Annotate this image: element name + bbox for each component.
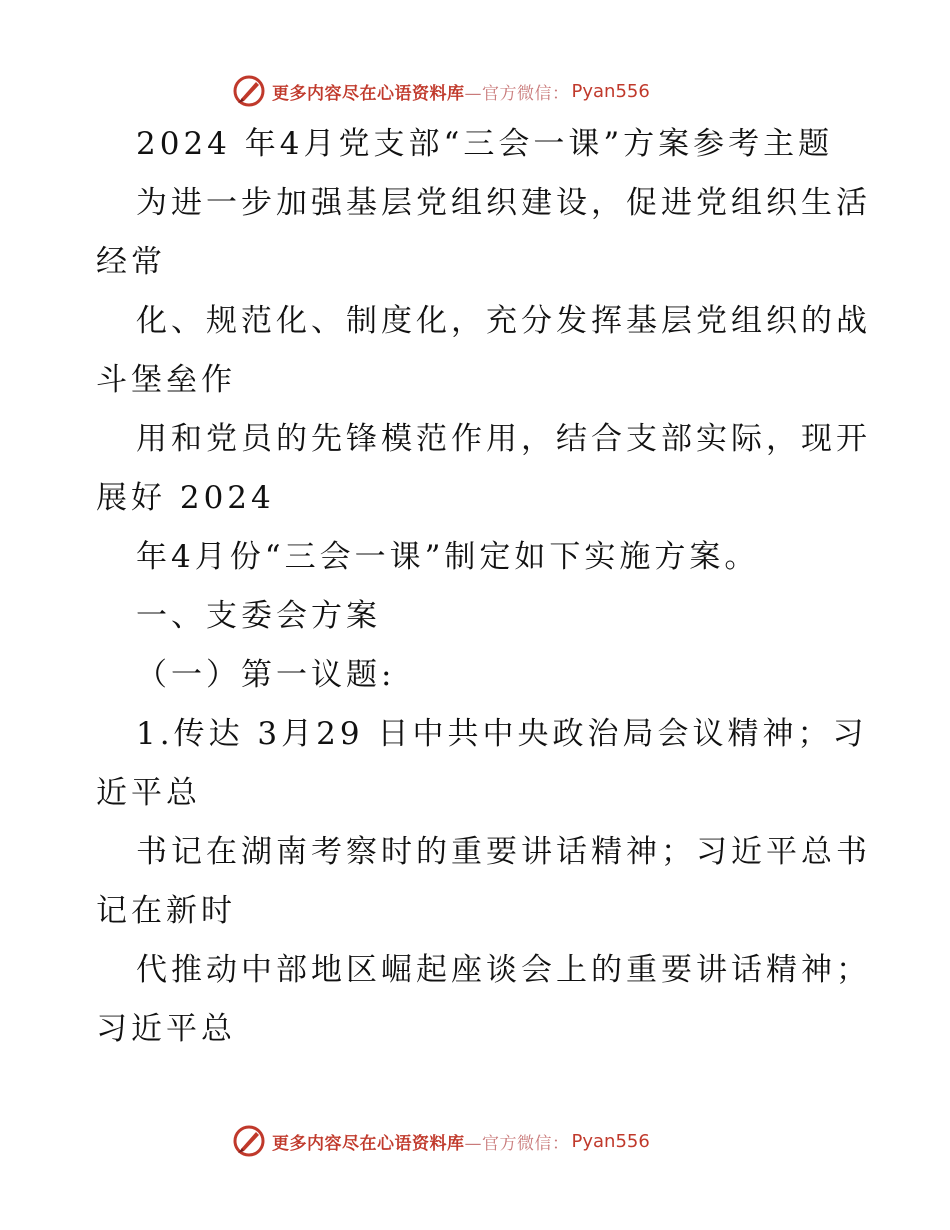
paragraph-line: 年4月份“三会一课”制定如下实施方案。: [136, 539, 760, 575]
quill-logo-icon: [232, 74, 266, 108]
paragraph-line: 代推动中部地区崛起座谈会上的重要讲话精神；: [136, 952, 871, 988]
subsection-heading: （一）第一议题:: [136, 657, 396, 693]
quill-logo-icon: [232, 1124, 266, 1158]
paragraph-line: 记在新时: [96, 893, 236, 929]
paragraph-line: 书记在湖南考察时的重要讲话精神；习近平总书: [136, 834, 871, 870]
document-title: 2024 年4月党支部“三会一课”方案参考主题: [136, 126, 834, 162]
paragraph-line: 斗堡垒作: [96, 362, 236, 398]
paragraph-line: 为进一步加强基层党组织建设，促进党组织生活: [136, 185, 871, 221]
watermark-main-text: 更多内容尽在心语资料库: [272, 83, 465, 104]
paragraph-line: 经常: [96, 244, 166, 280]
watermark-wechat-id: Pyan556: [571, 80, 650, 102]
paragraph-line: 用和党员的先锋模范作用，结合支部实际，现开: [136, 421, 871, 457]
paragraph-line: 近平总: [96, 775, 201, 811]
paragraph-line: 化、规范化、制度化，充分发挥基层党组织的战: [136, 303, 871, 339]
watermark-sub-text: —官方微信：: [464, 83, 570, 104]
section-heading: 一、支委会方案: [136, 598, 381, 634]
footer-watermark: [232, 1121, 650, 1161]
paragraph-line: 习近平总: [96, 1011, 236, 1047]
watermark-wechat-id: Pyan556: [571, 1130, 650, 1152]
header-watermark: [232, 71, 650, 111]
paragraph-line: 1.传达 3月29 日中共中央政治局会议精神；习: [136, 716, 868, 752]
watermark-main-text: 更多内容尽在心语资料库: [272, 1133, 465, 1154]
watermark-sub-text: —官方微信：: [464, 1133, 570, 1154]
paragraph-line: 展好 2024: [96, 480, 275, 516]
